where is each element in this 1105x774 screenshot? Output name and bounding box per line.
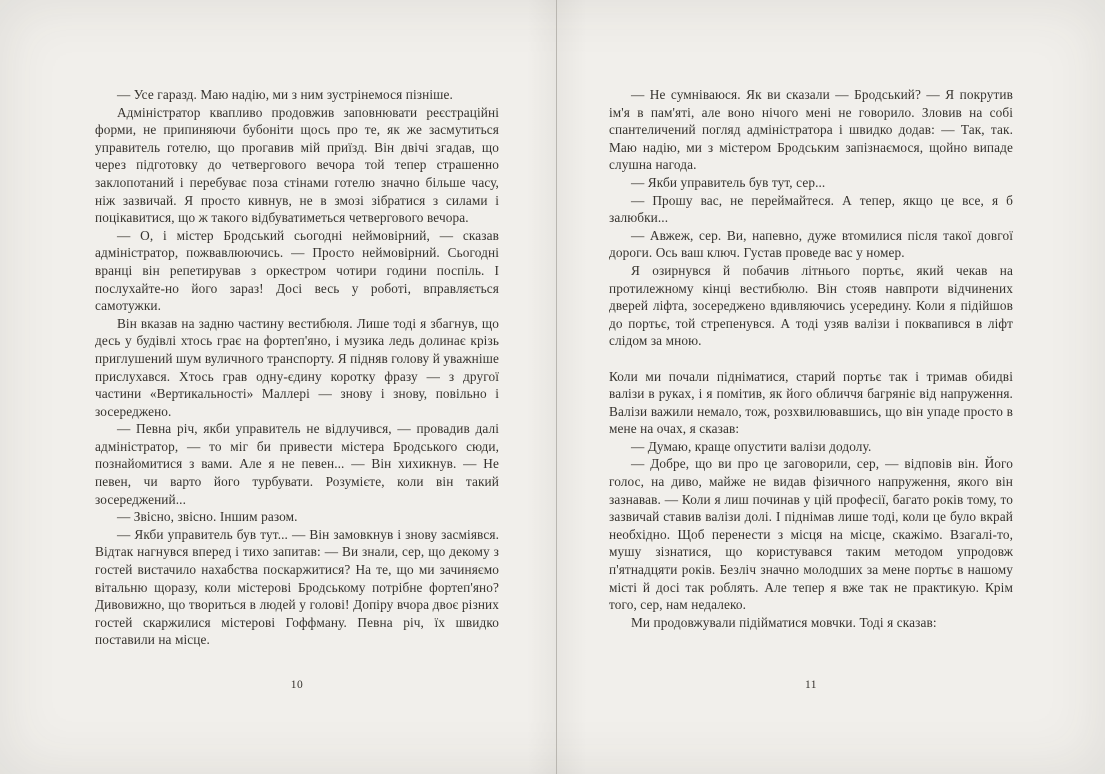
paragraph: Я озирнувся й побачив літнього портьє, який чекав на протилежному кінці вестибюлю. Він стояв навпроти відчинених дверей ліфта, зосереджено вдивляючись усередину. Коли я підійшов до портьє, той стрепенувся. А тоді узяв валізи і поквапився в ліфт слідом за мною. bbox=[609, 262, 1013, 349]
page-number-right: 11 bbox=[804, 679, 818, 691]
paragraph: Адміністратор квапливо продовжив заповнювати реєстраційні форми, не припиняючи бубоніти щось про те, як же засмутиться управитель готелю, що прогавив мій приїзд. Він двічі згадав, що через підготовку до четвергового вечора той тепер страшенно заклопотаний і перебуває поза стінами готелю значно більше часу, ніж зазвичай. Я просто кивнув, не в змозі зібратися з силами і поцікавитися, що ж такого відбуватиметься четвергового вечора. bbox=[95, 104, 499, 226]
paragraph: — Авжеж, сер. Ви, напевно, дуже втомилися після такої довгої дороги. Ось ваш ключ. Густав проведе вас у номер. bbox=[609, 227, 1013, 261]
paragraph: — Якби управитель був тут... — Він замовкнув і знову засміявся. Відтак нагнувся вперед і тихо запитав: — Ви знали, сер, що декому з гостей вистачило нахабства поскаржитися? На те, що ми зачиняємо вітальню щоразу, коли містерові Бродському потрібне фортеп'яно? Дивовижно, що твориться в людей у голові! Допіру вчора двоє різних гостей скаржилися містерові Гоффману. Певна річ, їх швидко поставили на місце. bbox=[95, 526, 499, 648]
paragraph: — Добре, що ви про це заговорили, сер, — відповів він. Його голос, на диво, майже не видав фізичного напруження, якого він зазнавав. — Коли я лиш починав у цій професії, багато років тому, то зазвичай ставив валізи долі. І піднімав лише тоді, коли це було вкрай необхідно. Щоб перенести з місця на місце, скажімо. Взагалі-то, мушу зізнатися, що користувався таким методом упродовж п'ятнадцяти років. Безліч значно молодших за мене портьє в нашому місті й досі так роблять. Але тепер я вже так не практикую. Крім того, сер, нам недалеко. bbox=[609, 456, 1013, 613]
page-number-left: 10 bbox=[290, 679, 304, 691]
paragraph: — Звісно, звісно. Іншим разом. bbox=[116, 509, 298, 525]
paragraph: — О, і містер Бродський сьогодні неймовірний, — сказав адміністратор, пожвавлюючись. — Просто неймовірний. Сьогодні вранці він репетирував з оркестром чотири години поспіль. І послухайте-но його зараз! Досі весь у роботі, вправляється самотужки. bbox=[95, 227, 499, 314]
paragraph: — Певна річ, якби управитель не відлучився, — провадив далі адміністратор, — то міг би привести містера Бродського сюди, познайомитися з вами. Але я не певен... — Він хихикнув. — Не певен, чи варто його турбувати. Розумієте, коли він такий зосереджений... bbox=[95, 421, 499, 507]
paragraph: — Не сумніваюся. Як ви сказали — Бродський? — Я покрутив ім'я в пам'яті, але воно нічого мені не говорило. Зловив на собі спантеличений погляд адміністратора і швидко додав: — Так, так. Маю надію, ми з містером Бродським запізнаємося, щойно випаде слушна нагода. bbox=[609, 87, 1013, 173]
book-gutter-shade bbox=[527, 0, 587, 774]
page-right-text bbox=[609, 86, 1013, 631]
paragraph: Коли ми почали підніматися, старий портьє так і тримав обидві валізи в руках, і я помітив, як його обличчя багряніє від напруження. Валізи важили немало, тож, розхвилювавшись, що він упаде просто в мене на очах, я сказав: bbox=[609, 368, 1013, 437]
paragraph: — Якби управитель був тут, сер... bbox=[630, 174, 826, 190]
page-divider bbox=[556, 0, 557, 774]
paragraph: — Думаю, краще опустити валізи додолу. bbox=[630, 438, 872, 454]
page-left-text bbox=[95, 86, 499, 649]
paragraph: — Прошу вас, не переймайтеся. А тепер, якщо це все, я б залюбки... bbox=[609, 192, 1013, 226]
paragraph: Він вказав на задню частину вестибюля. Лише тоді я збагнув, що десь у будівлі хтось грає на фортеп'яно, і музика ледь долинає крізь приглушений шум вуличного транспорту. Я підняв голову й уважніше прислухався. Хтось грав одну-єдину коротку фразу — з другої частини «Вертикальності» Маллері — знову і знову, повільно і зосереджено. bbox=[95, 315, 499, 419]
paragraph: Ми продовжували підійматися мовчки. Тоді я сказав: bbox=[630, 614, 937, 630]
paragraph: — Усе гаразд. Маю надію, ми з ним зустрінемося пізніше. bbox=[116, 87, 453, 102]
